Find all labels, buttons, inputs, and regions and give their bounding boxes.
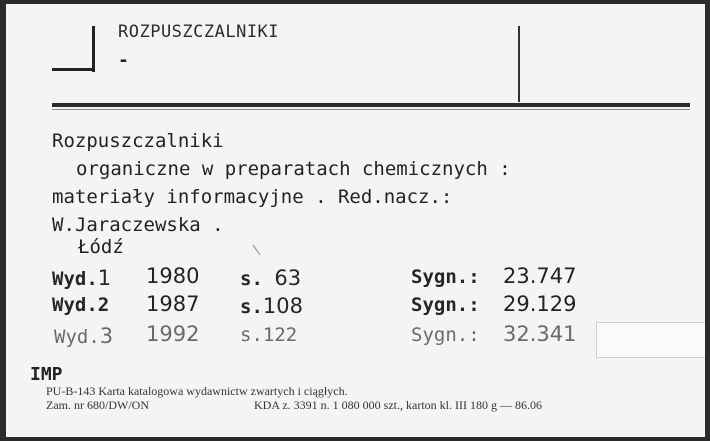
edition-2-label: Wyd.2: [52, 294, 110, 316]
edition-2-year: 1987: [146, 292, 200, 316]
card-corner-mark-horizontal: [52, 68, 94, 71]
edition-2-sygn-label: Sygn.:: [411, 294, 480, 316]
footer-print-info: KDA z. 3391 n. 1 080 000 szt., karton kl. III 180 g — 86.06: [254, 398, 542, 412]
edition-1-label: Wyd.1: [52, 266, 112, 290]
card-heading-dash: -: [118, 50, 129, 71]
title-line-2: organiczne w preparatach chemicznych :: [76, 158, 511, 180]
edition-1-pages: s. 63: [240, 266, 302, 290]
catalog-card: [6, 4, 705, 437]
edition-2-sygn: 29.129: [503, 292, 577, 316]
header-rule-thin: [52, 109, 690, 110]
editor-line: W.Jaraczewska .: [52, 214, 224, 236]
edition-1-sygn: 23.747: [503, 264, 577, 288]
footer-form-line: PU-B-143 Karta katalogowa wydawnictw zwartych i ciągłych.: [46, 384, 348, 398]
footer-order-number: Zam. nr 680/DW/ON: [46, 398, 149, 412]
tape-patch: [596, 322, 705, 358]
edition-3-label: Wyd.3: [54, 324, 114, 348]
pen-mark: [253, 245, 261, 255]
edition-3-pages: s.122: [240, 324, 298, 346]
edition-3-year: 1992: [146, 322, 200, 346]
edition-2-pages: s.108: [240, 294, 303, 318]
card-corner-mark-vertical: [92, 26, 95, 72]
title-line-1: Rozpuszczalniki: [52, 130, 224, 152]
place-line: Łódź: [78, 236, 124, 258]
card-heading: ROZPUSZCZALNIKI: [118, 22, 280, 42]
header-rule: [52, 103, 690, 107]
title-line-3: materiały informacyjne . Red.nacz.:: [52, 186, 453, 208]
header-divider: [518, 26, 520, 102]
edition-3-sygn-label: Sygn.:: [411, 324, 480, 346]
edition-1-year: 1980: [146, 264, 200, 288]
edition-3-sygn: 32.341: [503, 322, 577, 346]
edition-1-sygn-label: Sygn.:: [411, 266, 480, 288]
imp-stamp: IMP: [30, 364, 63, 385]
